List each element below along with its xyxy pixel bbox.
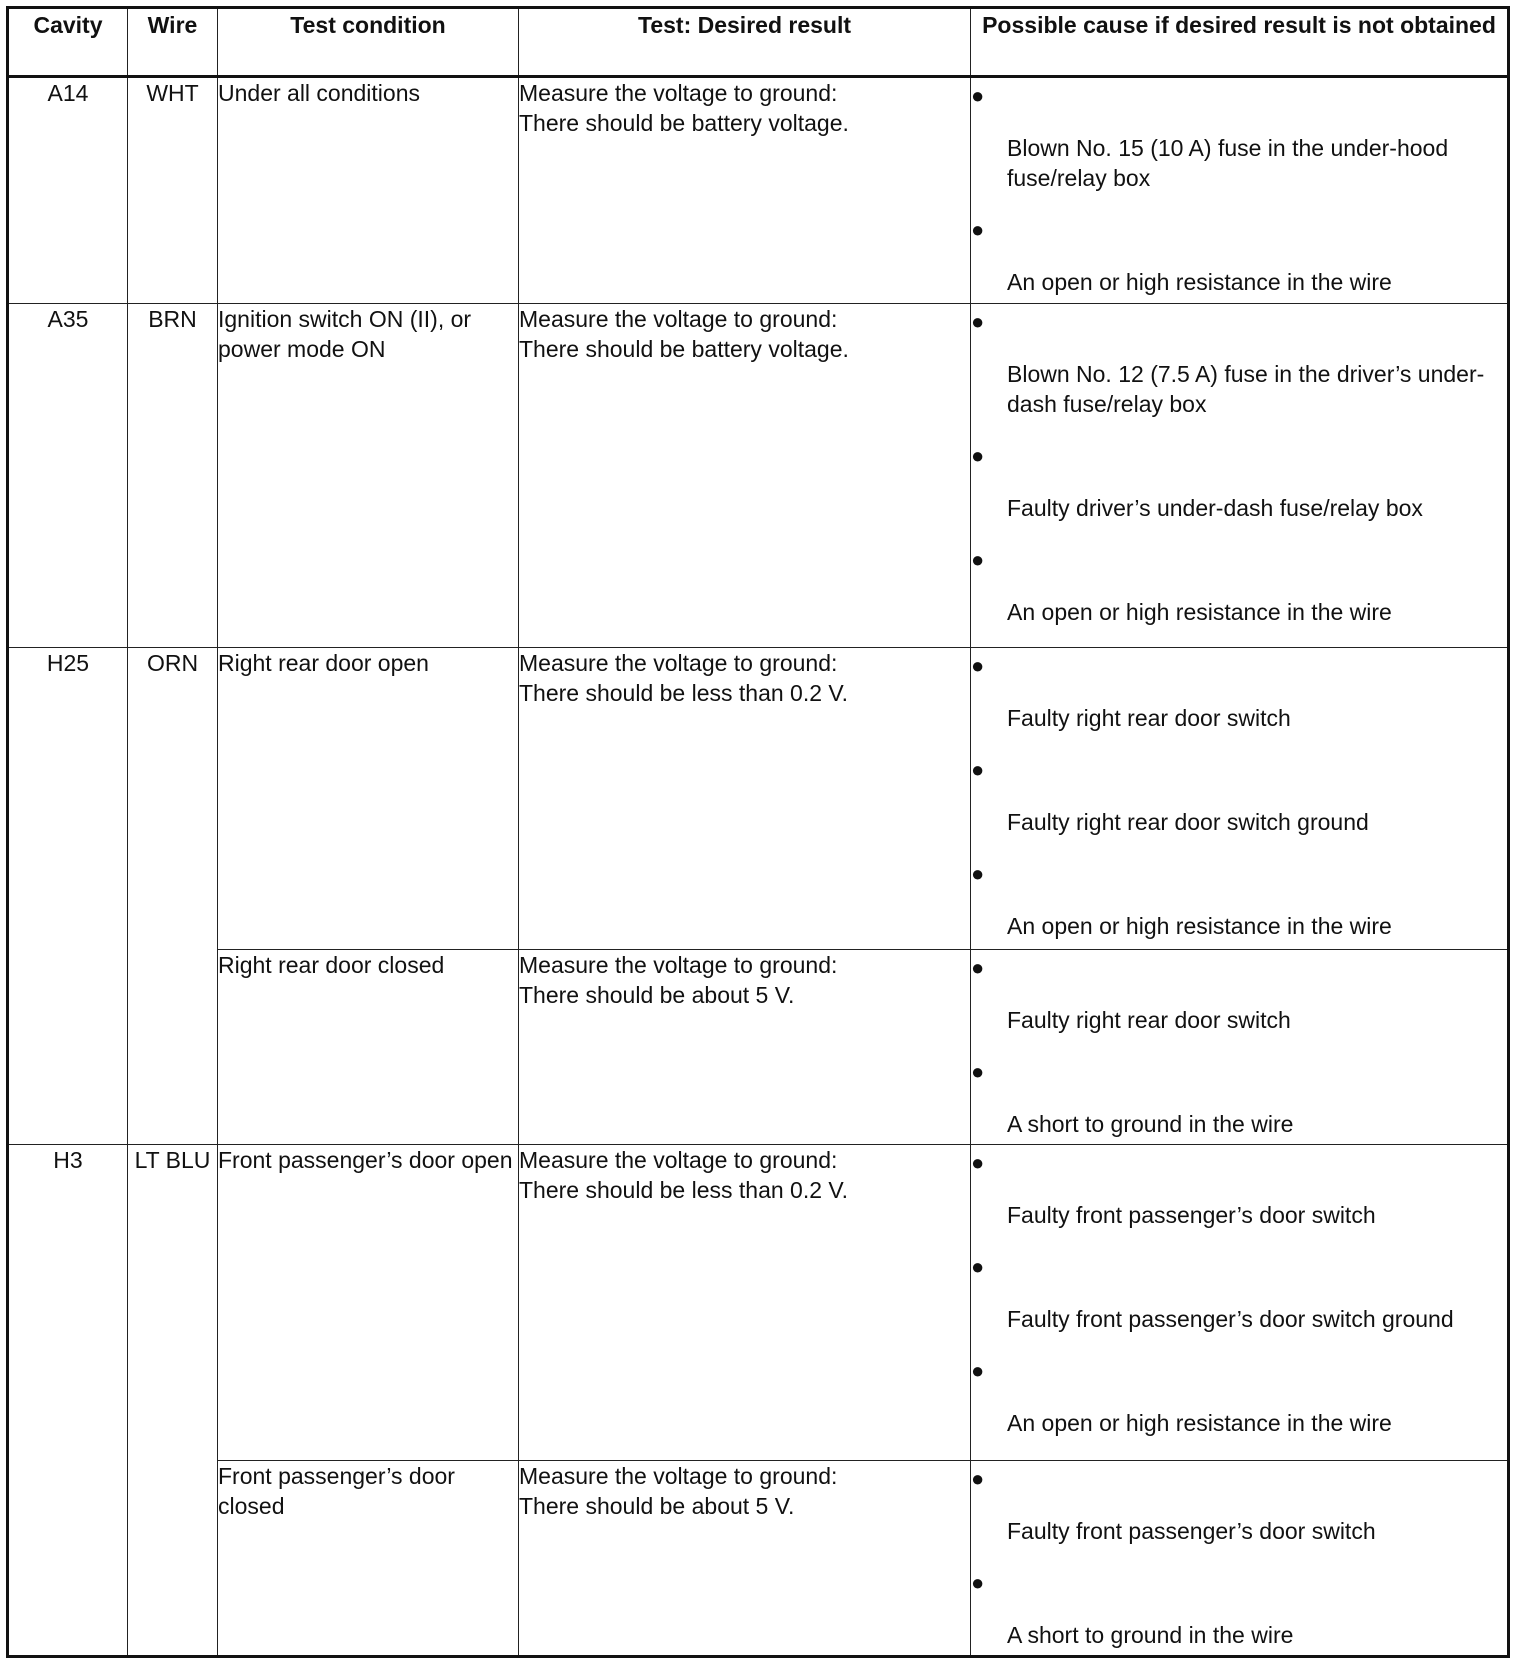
- cause-item: [971, 953, 1507, 1035]
- bullet-icon: ●: [971, 217, 985, 242]
- cause-item: [971, 307, 1507, 419]
- result-line: Measure the voltage to ground:: [519, 1462, 838, 1489]
- cause-item: [971, 1568, 1507, 1650]
- test-condition-cell: Ignition switch ON (II), or power mode ON: [218, 304, 519, 648]
- table-row: [8, 1460, 1509, 1656]
- result-line: Measure the voltage to ground:: [519, 80, 838, 106]
- possible-cause-cell: [971, 77, 1509, 304]
- table-row: [8, 950, 1509, 1145]
- possible-cause-cell: [971, 1145, 1509, 1460]
- connector-test-table: [6, 6, 1510, 1658]
- cause-text: Faulty right rear door switch: [1007, 705, 1291, 732]
- cause-text: A short to ground in the wire: [1007, 1621, 1294, 1648]
- cause-item: [971, 545, 1507, 627]
- result-line: There should be less than 0.2 V.: [519, 680, 849, 707]
- cavity-cell: H3: [8, 1145, 128, 1657]
- bullet-icon: ●: [971, 955, 985, 981]
- cause-text: An open or high resistance in the wire: [1007, 1410, 1392, 1437]
- result-line: There should be battery voltage.: [519, 110, 849, 136]
- cause-text: Blown No. 12 (7.5 A) fuse in the driver’s under-dash fuse/relay box: [1007, 361, 1485, 418]
- bullet-icon: ●: [971, 547, 985, 573]
- cause-text: Blown No. 15 (10 A) fuse in the under-hood fuse/relay box: [1007, 135, 1449, 191]
- table-row: [8, 648, 1509, 950]
- result-line: There should be about 5 V.: [519, 982, 795, 1009]
- wire-cell: WHT: [128, 77, 218, 304]
- header-wire: Wire: [128, 8, 218, 77]
- result-line: There should be about 5 V.: [519, 1492, 795, 1519]
- desired-result-cell: [519, 1145, 971, 1460]
- cause-text: An open or high resistance in the wire: [1007, 913, 1392, 940]
- table-row: [8, 77, 1509, 304]
- test-condition-cell: Right rear door closed: [218, 950, 519, 1145]
- table-row: [8, 1145, 1509, 1460]
- result-line: Measure the voltage to ground:: [519, 952, 838, 979]
- wire-cell: ORN: [128, 648, 218, 1145]
- bullet-icon: ●: [971, 653, 985, 679]
- cause-item: [971, 81, 1507, 193]
- possible-cause-cell: [971, 1460, 1509, 1656]
- bullet-icon: ●: [971, 443, 985, 469]
- result-line: Measure the voltage to ground:: [519, 650, 838, 677]
- cause-item: [971, 1356, 1507, 1438]
- bullet-icon: ●: [971, 1358, 985, 1384]
- desired-result-cell: [519, 77, 971, 304]
- cause-item: [971, 1148, 1507, 1230]
- result-line: There should be battery voltage.: [519, 336, 849, 363]
- test-condition-cell: Under all conditions: [218, 77, 519, 304]
- cause-item: [971, 215, 1507, 297]
- cause-item: [971, 859, 1507, 941]
- cause-text: A short to ground in the wire: [1007, 1111, 1294, 1138]
- cause-text: Faulty right rear door switch ground: [1007, 809, 1369, 836]
- cause-item: [971, 651, 1507, 733]
- cavity-cell: A14: [8, 77, 128, 304]
- bullet-icon: ●: [971, 861, 985, 887]
- cavity-cell: H25: [8, 648, 128, 1145]
- table-row: [8, 304, 1509, 648]
- cause-item: [971, 1252, 1507, 1334]
- test-condition-cell: Front passenger’s door closed: [218, 1460, 519, 1656]
- header-possible-cause: Possible cause if desired result is not obtained: [971, 8, 1509, 77]
- header-desired-result: Test: Desired result: [519, 8, 971, 77]
- possible-cause-cell: [971, 304, 1509, 648]
- bullet-icon: ●: [971, 1465, 985, 1491]
- wire-cell: BRN: [128, 304, 218, 648]
- cause-item: [971, 1057, 1507, 1139]
- bullet-icon: ●: [971, 1150, 985, 1176]
- bullet-icon: ●: [971, 1059, 985, 1085]
- cause-text: An open or high resistance in the wire: [1007, 269, 1392, 295]
- cause-item: [971, 441, 1507, 523]
- desired-result-cell: [519, 950, 971, 1145]
- cause-text: An open or high resistance in the wire: [1007, 599, 1392, 626]
- possible-cause-cell: [971, 950, 1509, 1145]
- header-test-condition: Test condition: [218, 8, 519, 77]
- desired-result-cell: [519, 304, 971, 648]
- bullet-icon: ●: [971, 83, 985, 108]
- bullet-icon: ●: [971, 1569, 985, 1595]
- cavity-cell: A35: [8, 304, 128, 648]
- result-line: Measure the voltage to ground:: [519, 1147, 838, 1174]
- bullet-icon: ●: [971, 757, 985, 783]
- bullet-icon: ●: [971, 309, 985, 335]
- cause-text: Faulty driver’s under-dash fuse/relay box: [1007, 495, 1423, 522]
- result-line: Measure the voltage to ground:: [519, 306, 838, 333]
- header-row: [8, 8, 1509, 77]
- test-condition-cell: Right rear door open: [218, 648, 519, 950]
- cause-item: [971, 755, 1507, 837]
- cause-text: Faulty right rear door switch: [1007, 1007, 1291, 1034]
- cause-text: Faulty front passenger’s door switch: [1007, 1517, 1376, 1544]
- wire-cell: LT BLU: [128, 1145, 218, 1657]
- desired-result-cell: [519, 1460, 971, 1656]
- header-cavity: Cavity: [8, 8, 128, 77]
- result-line: There should be less than 0.2 V.: [519, 1177, 849, 1204]
- cause-text: Faulty front passenger’s door switch: [1007, 1202, 1376, 1229]
- possible-cause-cell: [971, 648, 1509, 950]
- cause-text: Faulty front passenger’s door switch ground: [1007, 1306, 1454, 1333]
- bullet-icon: ●: [971, 1254, 985, 1280]
- cause-item: [971, 1464, 1507, 1546]
- desired-result-cell: [519, 648, 971, 950]
- test-condition-cell: Front passenger’s door open: [218, 1145, 519, 1460]
